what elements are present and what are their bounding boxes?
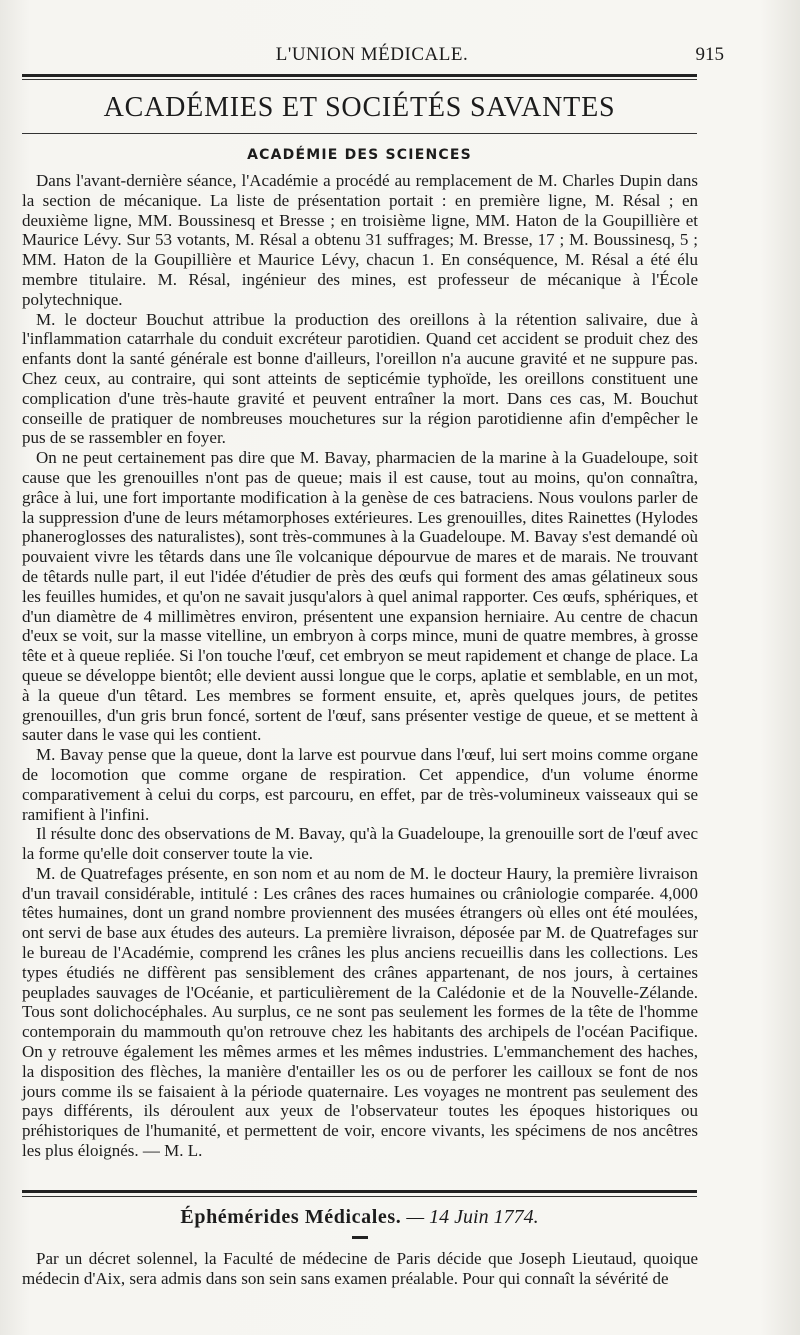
paragraph: Il résulte donc des observations de M. Bavay, qu'à la Guadeloupe, la grenouille sort de l'œuf avec la forme qu'elle doit conserver toute la vie. — [22, 824, 698, 864]
paragraph: M. Bavay pense que la queue, dont la larve est pourvue dans l'œuf, lui sert moins comme organe de locomotion que comme organe de respiration. Cet appendice, d'un volume énorme comparativement à celui du corps, est parcouru, en effet, par de très-volumineux vaisseaux qui se ramifient à l'infini. — [22, 745, 698, 824]
paragraph: Dans l'avant-dernière séance, l'Académie a procédé au remplacement de M. Charles Dupin dans la section de mécanique. La liste de présentation portait : en première ligne, M. Résal ; en deuxième ligne, MM. Boussinesq et Bresse ; en troisième ligne, MM. Haton de la Goupillière et Maurice Lévy. Sur 53 votants, M. Résal a obtenu 31 suffrages; M. Bresse, 17 ; M. Boussinesq, 5 ; MM. Haton de la Goupillière et Maurice Lévy, chacun 1. En conséquence, M. Résal a été élu membre titulaire. M. Résal, ingénieur des mines, est professeur de mécanique à l'École polytechnique. — [22, 171, 698, 309]
paragraph: M. de Quatrefages présente, en son nom et au nom de M. le docteur Haury, la première livraison d'un travail considérable, intitulé : Les crânes des races humaines ou crâniologie comparée. 4,000 têtes humaines, dont un grand nombre proviennent des musées étrangers où elles ont été moulées, ont servi de base aux études des auteurs. La première livraison, déposée par M. de Quatrefages sur le bureau de l'Académie, comprend les crânes les plus anciens recueillis dans les collections. Les types étudiés ne diffèrent pas sensiblement des crânes appartenant, de nos jours, à certaines peuplades sauvages de l'Océanie, et particulièrement de la Calédonie et de la Nouvelle-Zélande. Tous sont dolichocéphales. Au surplus, ce ne sont pas seulement les formes de la tête de l'homme contemporain du mammouth qu'on retrouve chez les habitants des archipels de l'océan Pacifique. On y retrouve également les mêmes armes et les mêmes industries. L'emmanchement des haches, la disposition des flèches, la manière d'entailler les os ou de perforer les cailloux se font de nos jours comme ils se faisaient à la période quaternaire. Les voyages ne montrent pas seulement des pays différents, ils déroulent aux yeux de l'observateur toutes les époques historiques ou préhistoriques de l'humanité, et permettent de voir, encore vivants, les spécimens de nos ancêtres les plus éloignés. — M. L. — [22, 863, 698, 1161]
ephemerides-date: — 14 Juin 1774. — [406, 1206, 539, 1228]
ephemerides-rule-thin — [22, 1196, 697, 1197]
ephemerides-heading — [22, 1206, 697, 1229]
paragraph: On ne peut certainement pas dire que M. Bavay, pharmacien de la marine à la Guadeloupe, soit cause que les grenouilles n'ont pas de queue; mais il est cause, tout au moins, qu'on connaîtra, grâce à lui, une fort importante modification à la genèse de ces batraciens. Nous voulons parler de la suppression d'une de leurs métamorphoses extérieures. Les grenouilles, dites Rainettes (Hylodes phaneroglosses des naturalistes), sont très-communes à la Guadeloupe. M. Bavay s'est demandé où pouvaient vivre les têtards dans une île volcanique dépourvue de mares et de marais. Ne trouvant de têtards nulle part, il eut l'idée d'étudier de près des œufs qui forment des amas gélatineux sous les feuilles humides, et qu'on ne savait jusqu'alors à quel animal rapporter. Ces œufs, sphériques, et d'un diamètre de 4 millimètres environ, présentent une expansion herniaire. Au centre de chacun d'eux se voit, sur la masse vitelline, un embryon à corps mince, muni de quatre membres, à grosse tête et à queue repliée. Si l'on touche l'œuf, cet embryon se meut rapidement et change de place. La queue se développe bientôt; elle devient aussi longue que le corps, aplatie et semblable, en un mot, à la queue d'un têtard. Les membres se forment ensuite, et, après quelques jours, de petites grenouilles, d'un gris brun foncé, sortent de l'œuf, sans présenter vestige de queue, et se mettent à sauter dans le vase qui les contient. — [22, 448, 698, 745]
page-number: 915 — [695, 44, 724, 65]
header-rule-thin — [22, 79, 697, 80]
paragraph: M. le docteur Bouchut attribue la production des oreillons à la rétention salivaire, due à l'inflammation catarrhale du conduit excréteur parotidien. Quand cet accident se produit chez des enfants dont la santé générale est bonne d'ailleurs, l'oreillon n'a aucune gravité et ne suppure pas. Chez ceux, au contraire, qui sont atteints de septicémie typhoïde, les oreillons constituent une complication d'une très-haute gravité et peuvent entraîner la mort. Dans ces cas, M. Bouchut conseille de pratiquer de nombreuses mouchetures sur la région parotidienne afin d'empêcher le pus de se rassembler en foyer. — [22, 309, 698, 448]
section-rule — [22, 133, 697, 134]
ephemerides-label: Éphémérides Médicales. — [180, 1206, 402, 1228]
section-title: ACADÉMIES ET SOCIÉTÉS SAVANTES — [103, 92, 616, 123]
ephemerides-body — [22, 1249, 698, 1289]
ephemerides-paragraph: Par un décret solennel, la Faculté de médecine de Paris décide que Joseph Lieutaud, quoique médecin d'Aix, sera admis dans son sein sans examen préalable. Pour qui connaît la sévérité de — [22, 1249, 698, 1288]
running-title: L'UNION MÉDICALE. — [275, 44, 469, 65]
ephemerides-short-rule — [352, 1236, 368, 1239]
subsection-title: ACADÉMIE DES SCIENCES — [247, 147, 472, 163]
ephemerides-rule — [22, 1190, 697, 1193]
header-rule — [22, 74, 697, 77]
article-body — [22, 171, 698, 1161]
